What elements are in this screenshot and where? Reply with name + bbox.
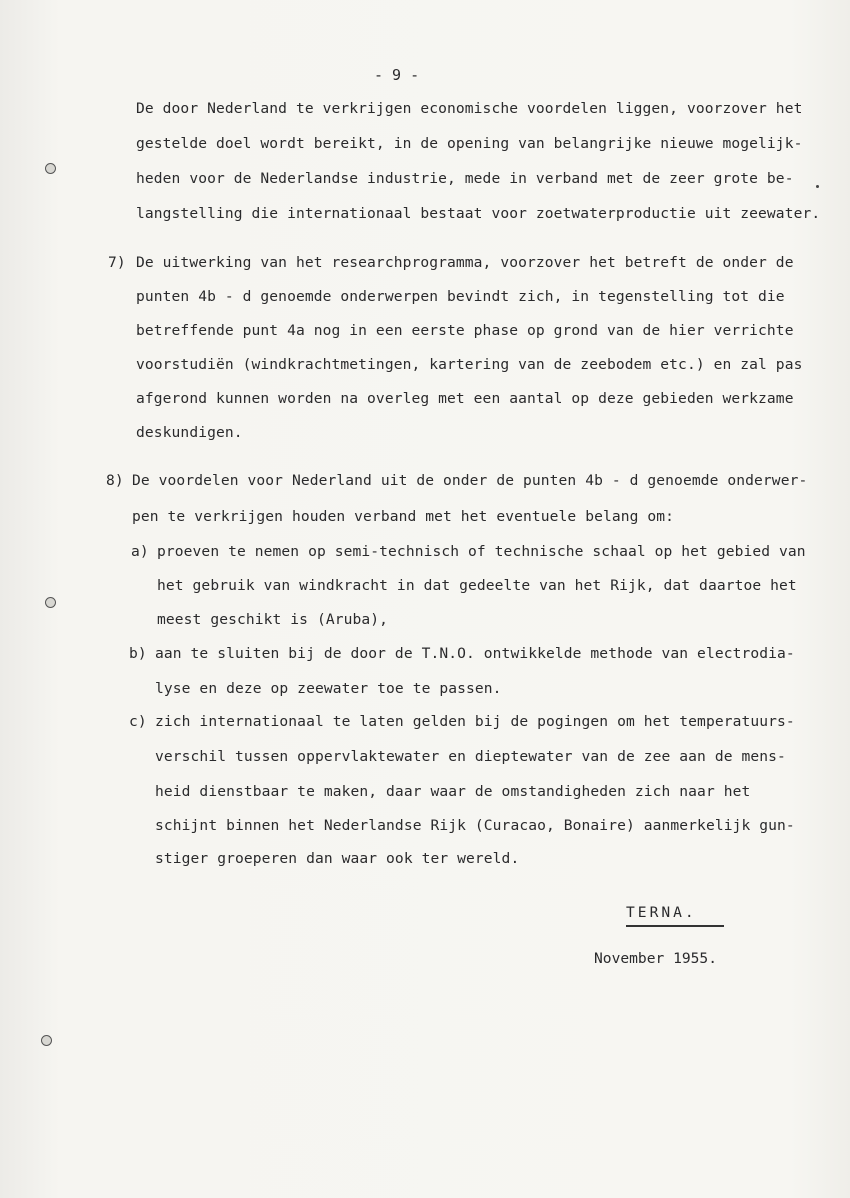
paragraph-1-line: gestelde doel wordt bereikt, in de opening van belangrijke nieuwe mogelijk-: [136, 135, 803, 152]
paragraph-1-line: langstelling die internationaal bestaat voor zoetwaterproductie uit zeewater.: [136, 205, 821, 222]
list-item-a-letter: a): [131, 543, 149, 560]
paragraph-8-line: pen te verkrijgen houden verband met het eventuele belang om:: [132, 508, 675, 525]
list-item-c-line: verschil tussen oppervlaktewater en dieptewater van de zee aan de mens-: [155, 748, 786, 765]
paragraph-7-line: deskundigen.: [136, 424, 243, 441]
list-item-b-line: lyse en deze op zeewater toe te passen.: [155, 680, 502, 697]
punch-hole: [45, 597, 56, 608]
paragraph-7-line: punten 4b - d genoemde onderwerpen bevindt zich, in tegenstelling tot die: [136, 288, 785, 305]
list-item-a-line: het gebruik van windkracht in dat gedeelte van het Rijk, dat daartoe het: [157, 577, 797, 594]
list-item-c-line: zich internationaal te laten gelden bij de pogingen om het temperatuurs-: [155, 713, 795, 730]
signature: TERNA.: [626, 904, 697, 921]
page-number: - 9 -: [374, 66, 420, 84]
list-item-c-line: stiger groeperen dan waar ook ter wereld.: [155, 850, 520, 867]
paragraph-7-line: De uitwerking van het researchprogramma, voorzover het betreft de onder de: [136, 254, 794, 271]
paragraph-8-line: De voordelen voor Nederland uit de onder de punten 4b - d genoemde onderwer-: [132, 472, 808, 489]
list-item-a-line: meest geschikt is (Aruba),: [157, 611, 389, 628]
paragraph-7-line: afgerond kunnen worden na overleg met een aantal op deze gebieden werkzame: [136, 390, 794, 407]
paragraph-1-line: De door Nederland te verkrijgen economische voordelen liggen, voorzover het: [136, 100, 803, 117]
list-item-c-line: schijnt binnen het Nederlandse Rijk (Curacao, Bonaire) aanmerkelijk gun-: [155, 817, 795, 834]
list-item-a-line: proeven te nemen op semi-technisch of technische schaal op het gebied van: [157, 543, 806, 560]
paragraph-1-line: heden voor de Nederlandse industrie, mede in verband met de zeer grote be-: [136, 170, 794, 187]
paragraph-7-number: 7): [108, 254, 126, 271]
document-date: November 1955.: [594, 950, 718, 967]
paragraph-7-line: voorstudiën (windkrachtmetingen, kartering van de zeebodem etc.) en zal pas: [136, 356, 803, 373]
list-item-c-letter: c): [129, 713, 147, 730]
list-item-c-line: heid dienstbaar te maken, daar waar de omstandigheden zich naar het: [155, 783, 751, 800]
punch-hole: [41, 1035, 52, 1046]
punch-hole: [45, 163, 56, 174]
list-item-b-letter: b): [129, 645, 147, 662]
signature-underline: [626, 925, 724, 927]
paragraph-7-line: betreffende punt 4a nog in een eerste phase op grond van de hier verrichte: [136, 322, 794, 339]
list-item-b-line: aan te sluiten bij de door de T.N.O. ontwikkelde methode van electrodia-: [155, 645, 795, 662]
paragraph-8-number: 8): [106, 472, 124, 489]
paper-speck: [816, 185, 819, 188]
